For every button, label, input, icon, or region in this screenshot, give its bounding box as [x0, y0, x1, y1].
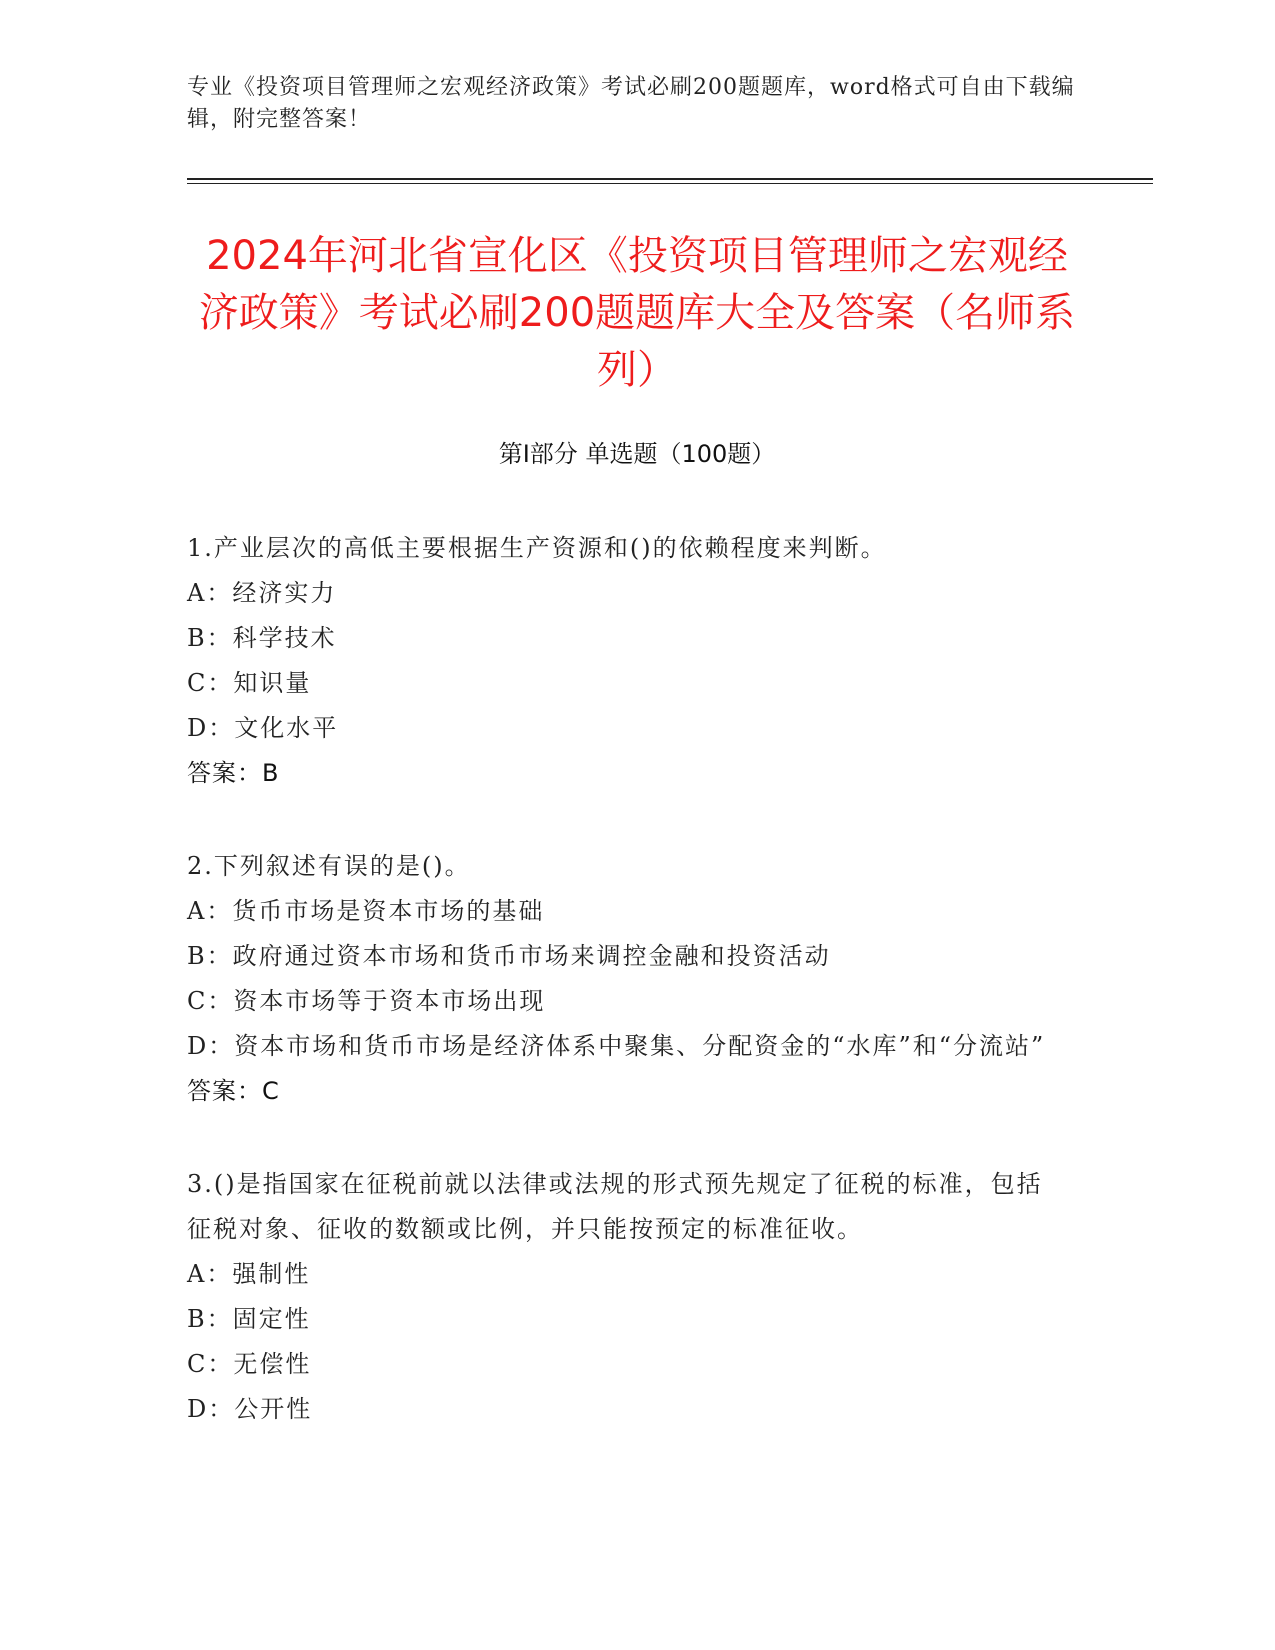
question-list — [187, 526, 1067, 1480]
option-d: D：公开性 — [187, 1395, 313, 1423]
question-stem: 2.下列叙述有误的是()。 — [187, 852, 471, 880]
option-b: B：固定性 — [187, 1305, 311, 1333]
option-b: B：政府通过资本市场和货币市场来调控金融和投资活动 — [187, 942, 831, 970]
header-rule-thick — [187, 178, 1153, 180]
option-b: B：科学技术 — [187, 624, 337, 652]
document-title: 2024年河北省宣化区《投资项目管理师之宏观经济政策》考试必刷200题题库大全及答案（名师系列） — [198, 233, 1076, 393]
answer: 答案：B — [187, 759, 280, 787]
question-2 — [187, 844, 1067, 1114]
header-rule-thin — [187, 183, 1153, 184]
question-stem: 1.产业层次的高低主要根据生产资源和()的依赖程度来判断。 — [187, 534, 887, 562]
option-d: D：文化水平 — [187, 714, 339, 742]
question-1 — [187, 526, 1067, 796]
option-c: C：资本市场等于资本市场出现 — [187, 987, 546, 1015]
header-note: 专业《投资项目管理师之宏观经济政策》考试必刷200题题库，word格式可自由下载编辑，附完整答案！ — [187, 75, 1075, 132]
answer: 答案：C — [187, 1077, 280, 1105]
question-stem: 3.()是指国家在征税前就以法律或法规的形式预先规定了征税的标准，包括征税对象、征收的数额或比例，并只能按预定的标准征收。 — [187, 1170, 1043, 1243]
option-c: C：知识量 — [187, 669, 312, 697]
option-a: A：强制性 — [187, 1260, 311, 1288]
option-a: A：经济实力 — [187, 579, 337, 607]
question-3 — [187, 1162, 1067, 1432]
option-a: A：货币市场是资本市场的基础 — [187, 897, 545, 925]
option-d: D：资本市场和货币市场是经济体系中聚集、分配资金的“水库”和“分流站” — [187, 1032, 1046, 1060]
section-title: 第Ⅰ部分 单选题（100题） — [498, 440, 776, 468]
option-c: C：无偿性 — [187, 1350, 312, 1378]
